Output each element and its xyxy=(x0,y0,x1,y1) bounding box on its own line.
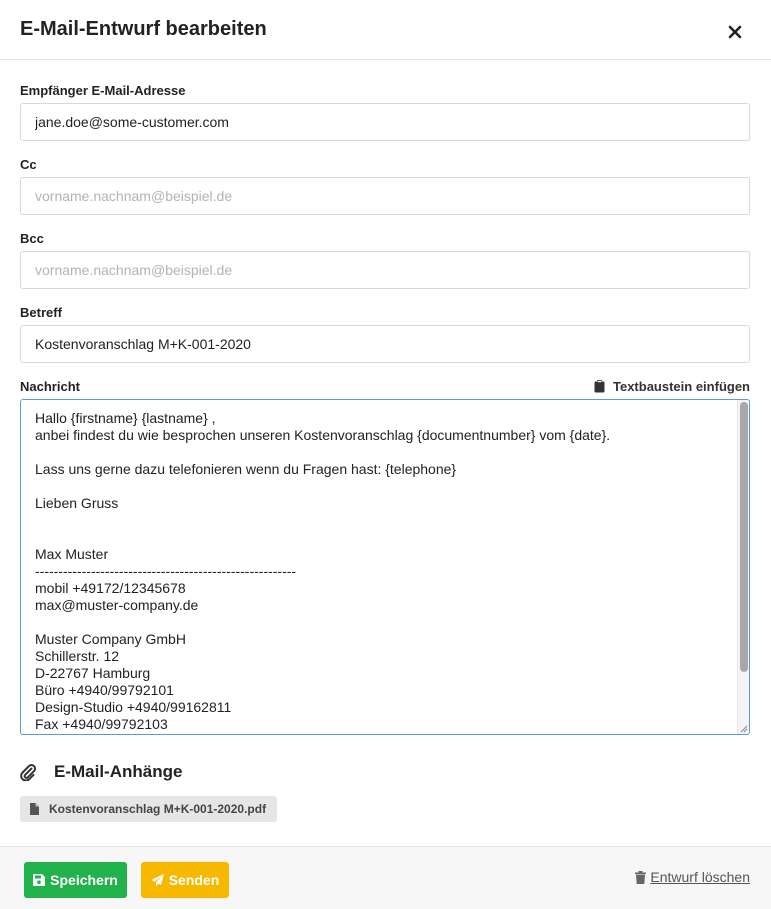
save-button[interactable] xyxy=(24,862,127,898)
insert-snippet-button[interactable] xyxy=(594,379,750,394)
modal-footer xyxy=(0,846,771,909)
message-textarea[interactable] xyxy=(20,399,750,735)
message-body[interactable]: Hallo {firstname} {lastname} , anbei findest du wie besprochen unseren Kostenvoranschlag {documentnumber} vom {date}. Lass uns gerne dazu telefonieren wenn du Fragen hast: {telephone} Lieben Gruss Max Muster -------------------------------------------------------- mobil +49172/12345678 max@muster-company.de Muster Company GmbH Schillerstr. 12 D-22767 Hamburg Büro +4940/99792101 Design-Studio +4940/99162811 Fax +4940/99792103 xyxy=(35,410,611,732)
subject-field[interactable] xyxy=(20,325,750,363)
cc-label: Cc xyxy=(20,157,37,172)
paper-plane-icon xyxy=(151,874,164,887)
delete-draft-link[interactable] xyxy=(635,869,750,885)
send-label: Senden xyxy=(168,872,220,888)
save-label: Speichern xyxy=(50,872,118,888)
recipient-label: Empfänger E-Mail-Adresse xyxy=(20,83,186,98)
attachments-title: E-Mail-Anhänge xyxy=(54,762,183,781)
modal-title: E-Mail-Entwurf bearbeiten xyxy=(20,18,267,40)
message-label: Nachricht xyxy=(20,379,80,394)
send-button[interactable] xyxy=(141,862,229,898)
attachment-filename: Kostenvoranschlag M+K-001-2020.pdf xyxy=(49,802,267,816)
insert-snippet-label: Textbaustein einfügen xyxy=(613,379,750,394)
attachment-chip[interactable] xyxy=(20,796,277,822)
bcc-label: Bcc xyxy=(20,231,44,246)
message-scroll-thumb[interactable] xyxy=(740,402,748,672)
bcc-field[interactable] xyxy=(20,251,750,289)
attachments-heading xyxy=(20,762,182,782)
trash-icon xyxy=(635,871,646,884)
recipient-email-field[interactable] xyxy=(20,103,750,141)
modal-header xyxy=(0,0,771,60)
delete-draft-label: Entwurf löschen xyxy=(650,869,750,885)
message-scrollbar[interactable] xyxy=(737,400,749,734)
subject-label: Betreff xyxy=(20,305,62,320)
resize-grip-icon[interactable] xyxy=(740,725,748,733)
paperclip-icon xyxy=(20,763,36,781)
floppy-disk-icon xyxy=(33,874,45,886)
cc-field[interactable] xyxy=(20,177,750,215)
clipboard-icon xyxy=(594,380,605,393)
file-icon xyxy=(30,803,39,815)
close-icon[interactable] xyxy=(727,24,743,40)
